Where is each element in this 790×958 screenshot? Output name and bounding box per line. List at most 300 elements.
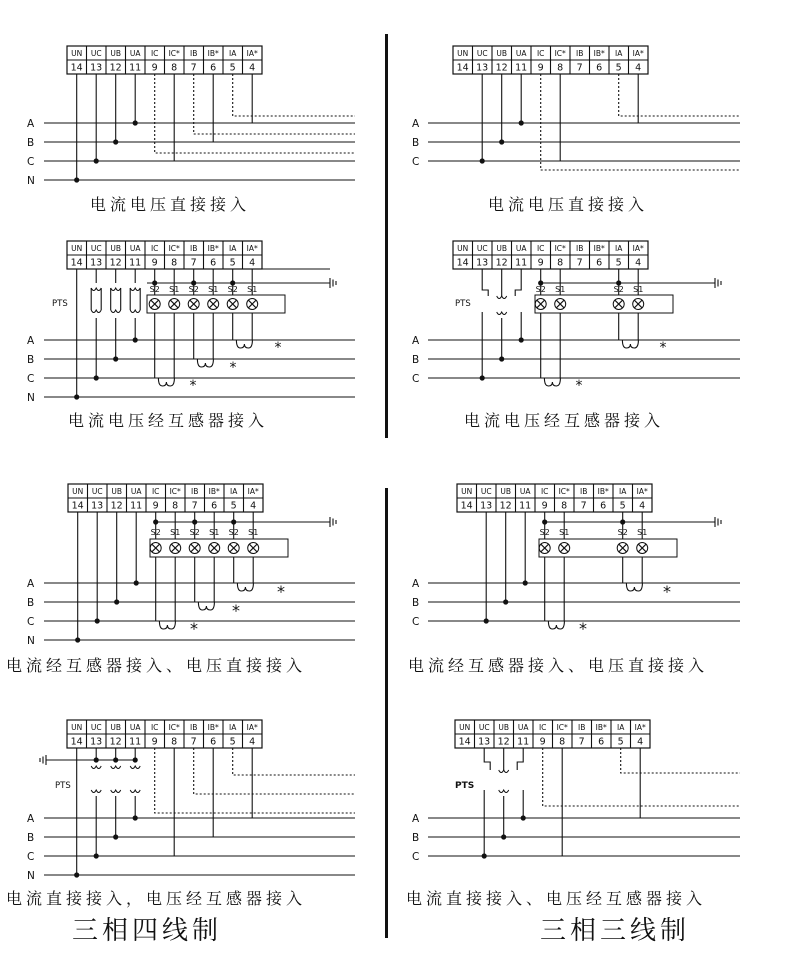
phase-label: N [27,635,35,647]
terminal-name-label: IB [576,49,584,58]
ct-terminal-s2: S2 [227,285,238,294]
terminal-number-label: 9 [152,500,159,512]
terminal-number-label: 5 [617,736,624,748]
terminal-name-label: UB [110,244,122,253]
terminal-name-label: UB [496,49,508,58]
wire [619,74,740,116]
phase-label: C [412,851,420,863]
terminal-name-label: IC* [168,723,180,732]
terminal-number-label: 5 [230,500,237,512]
terminal-number-label: 6 [598,736,605,748]
terminal-number-label: 5 [615,257,622,269]
ct-secondary-loop [626,583,642,591]
pt-winding [91,766,101,769]
terminal-number-label: 7 [576,257,583,269]
terminal-number-label: 4 [637,736,644,748]
pt-winding [111,310,121,313]
junction-dot [94,757,99,762]
terminal-number-label: 11 [519,500,532,512]
ct-terminal-s2: S2 [188,285,199,294]
terminal-name-label: UC [478,723,490,732]
junction-dot [74,177,79,182]
terminal-number-label: 5 [619,500,626,512]
phase-label: B [27,597,35,609]
terminal-number-label: 8 [557,257,564,269]
terminal-number-label: 14 [70,257,83,269]
terminal-name-label: UN [459,723,471,732]
terminal-number-label: 13 [478,736,491,748]
terminal-name-label: UA [129,49,141,58]
terminal-name-label: UB [496,244,508,253]
terminal-number-label: 4 [250,500,257,512]
junction-dot [114,599,119,604]
ct-secondary-loop [236,340,252,348]
terminal-number-label: 9 [151,736,158,748]
ct-terminal-s2: S2 [228,528,239,537]
pt-winding [111,288,121,291]
phase-label: B [412,832,420,844]
terminal-number-label: 4 [249,62,256,74]
junction-dot [74,872,79,877]
terminal-number-label: 8 [171,736,178,748]
phase-label: A [27,118,35,130]
caption-ct-3wire: 电流经互感器接入、电压直接接入 [408,656,709,675]
terminal-name-label: IB* [207,244,219,253]
terminal-number-label: 11 [515,62,528,74]
terminal-name-label: UN [461,487,473,496]
terminal-name-label: IB [190,244,198,253]
system-title-3wire: 三相三线制 [540,916,691,946]
junction-dot [95,618,100,623]
terminal-number-label: 7 [190,62,197,74]
phase-label: A [412,813,420,825]
terminal-number-label: 12 [495,62,508,74]
terminal-name-label: IA [229,244,237,253]
terminal-name-label: IA* [246,49,258,58]
terminal-number-label: 5 [229,257,236,269]
terminal-number-label: 14 [458,736,471,748]
terminal-name-label: UC [91,487,103,496]
wire [155,74,355,153]
junction-dot [75,637,80,642]
terminal-name-label: IB* [207,723,219,732]
junction-dot [133,337,138,342]
terminal-name-label: IA* [632,244,644,253]
terminal-number-label: 12 [497,736,510,748]
ct-secondary-loop [198,602,214,610]
phase-label: C [412,616,420,628]
terminal-name-label: UA [129,244,141,253]
terminal-name-label: IB [190,723,198,732]
wire [517,748,523,770]
ct-secondary-loop [237,583,253,591]
terminal-number-label: 12 [110,500,123,512]
ct-terminal-s1: S1 [248,528,259,537]
terminal-number-label: 9 [537,62,544,74]
caption-pt-4wire: 电流直接接入，电压经互感器接入 [6,889,307,908]
terminal-number-label: 9 [539,736,546,748]
terminal-number-label: 5 [229,736,236,748]
terminal-number-label: 11 [129,736,142,748]
pt-winding [130,766,140,769]
phase-label: B [27,137,35,149]
phase-label: C [27,851,35,863]
phase-label: A [412,335,420,347]
polarity-mark: * [663,582,671,601]
terminal-number-label: 4 [639,500,646,512]
terminal-number-label: 9 [151,62,158,74]
polarity-mark: * [277,582,285,601]
terminal-number-label: 7 [190,736,197,748]
pt-winding [497,312,507,315]
terminal-number-label: 9 [537,257,544,269]
terminal-number-label: 12 [109,62,122,74]
terminal-number-label: 7 [576,62,583,74]
ct-secondary-loop [159,621,175,629]
terminal-name-label: IC* [556,723,568,732]
terminal-name-label: IB* [595,723,607,732]
terminal-name-label: UB [111,487,123,496]
terminal-number-label: 14 [456,257,469,269]
phase-label: B [27,354,35,366]
ct-terminal-s2: S2 [613,285,624,294]
pt-winding [111,790,121,793]
polarity-mark: * [189,378,197,394]
terminal-name-label: IA [617,723,625,732]
caption-transformer-3wire: 电流电压经互感器接入 [464,411,665,430]
center-divider-top [385,34,388,438]
terminal-name-label: UA [130,487,142,496]
phase-label: N [27,870,35,882]
phase-label: N [27,392,35,404]
terminal-number-label: 9 [541,500,548,512]
terminal-name-label: IC [150,723,159,732]
junction-dot [499,356,504,361]
terminal-name-label: IC* [558,487,570,496]
terminal-name-label: IA [619,487,627,496]
ct-terminal-s1: S1 [633,285,644,294]
terminal-number-label: 13 [476,257,489,269]
center-divider-bottom [385,488,388,938]
terminal-name-label: IC [538,723,547,732]
terminal-number-label: 6 [600,500,607,512]
ct-secondary-loop [158,378,174,386]
junction-dot [501,834,506,839]
terminal-name-label: IB [578,723,586,732]
junction-dot [503,599,508,604]
terminal-number-label: 8 [171,62,178,74]
pt-winding [130,790,140,793]
terminal-number-label: 5 [615,62,622,74]
terminal-name-label: IC [536,49,545,58]
terminal-number-label: 14 [70,62,83,74]
terminal-number-label: 14 [460,500,473,512]
terminal-number-label: 8 [561,500,568,512]
terminal-name-label: UN [457,49,469,58]
terminal-name-label: IC [540,487,549,496]
caption-pt-3wire: 电流直接接入、电压经互感器接入 [406,889,707,908]
terminal-number-label: 7 [190,257,197,269]
junction-dot [521,815,526,820]
terminal-name-label: UC [90,723,102,732]
ct-terminal-s1: S1 [169,285,180,294]
terminal-name-label: UC [480,487,492,496]
terminal-number-label: 6 [210,736,217,748]
junction-dot [113,757,118,762]
terminal-name-label: UN [71,244,83,253]
pts-label: PTS [55,781,71,791]
terminal-number-label: 6 [210,257,217,269]
ct-terminal-s1: S1 [209,528,220,537]
terminal-name-label: IC [150,244,159,253]
terminal-name-label: UC [90,49,102,58]
phase-label: A [412,118,420,130]
terminal-name-label: IB [190,49,198,58]
terminal-number-label: 14 [70,736,83,748]
phase-label: C [412,373,420,385]
terminal-name-label: IC* [554,244,566,253]
terminal-number-label: 8 [171,257,178,269]
terminal-name-label: UA [515,49,527,58]
junction-dot [113,356,118,361]
terminal-number-label: 8 [172,500,179,512]
terminal-number-label: 12 [109,257,122,269]
terminal-number-label: 13 [90,257,103,269]
wire [233,748,355,775]
wire [194,74,355,134]
junction-dot [134,580,139,585]
polarity-mark: * [579,619,587,638]
terminal-name-label: IC [536,244,545,253]
terminal-name-label: IA* [634,723,646,732]
ct-terminal-s2: S2 [150,528,161,537]
ct-secondary-loop [197,359,213,367]
ct-terminal-s1: S1 [555,285,566,294]
terminal-number-label: 13 [480,500,493,512]
terminal-name-label: UN [457,244,469,253]
terminal-number-label: 4 [249,257,256,269]
terminal-number-label: 13 [91,500,104,512]
terminal-number-label: 7 [580,500,587,512]
caption-direct-4wire: 电流电压直接接入 [90,195,251,214]
polarity-mark: * [659,340,667,356]
wire [484,748,490,770]
terminal-number-label: 8 [557,62,564,74]
ct-terminal-s1: S1 [208,285,219,294]
terminal-name-label: IB* [207,49,219,58]
polarity-mark: * [232,601,240,620]
terminal-name-label: IC* [169,487,181,496]
phase-label: B [412,597,420,609]
terminal-name-label: IC* [168,244,180,253]
pt-winding [130,310,140,313]
terminal-number-label: 6 [211,500,218,512]
junction-dot [94,853,99,858]
wire [543,748,740,806]
pts-label: PTS [455,299,471,309]
junction-dot [74,394,79,399]
junction-dot [519,120,524,125]
pt-winding [497,296,507,299]
terminal-number-label: 12 [495,257,508,269]
phase-label: N [27,175,35,187]
system-title-4wire: 三相四线制 [72,916,223,946]
ct-secondary-loop [544,378,560,386]
pt-winding [91,288,101,291]
polarity-mark: * [274,340,282,356]
terminal-name-label: UA [515,244,527,253]
phase-label: C [27,373,35,385]
junction-dot [480,375,485,380]
caption-direct-3wire: 电流电压直接接入 [488,195,649,214]
phase-label: A [412,578,420,590]
terminal-number-label: 11 [130,500,143,512]
ct-terminal-s1: S1 [247,285,258,294]
terminal-name-label: IA* [246,244,258,253]
pts-label: PTS [52,299,68,309]
pt-winding [499,790,509,793]
terminal-name-label: UA [519,487,531,496]
pt-winding [91,790,101,793]
wire [621,748,740,773]
ct-terminal-s2: S2 [189,528,200,537]
ct-terminal-s2: S2 [617,528,628,537]
phase-label: A [27,813,35,825]
terminal-name-label: IA* [632,49,644,58]
terminal-number-label: 11 [129,62,142,74]
terminal-number-label: 8 [559,736,566,748]
terminal-name-label: UC [476,244,488,253]
terminal-number-label: 9 [151,257,158,269]
terminal-name-label: IB [191,487,199,496]
terminal-name-label: UN [72,487,84,496]
terminal-number-label: 14 [456,62,469,74]
terminal-name-label: UB [110,723,122,732]
terminal-name-label: UA [129,723,141,732]
polarity-mark: * [229,360,237,376]
terminal-name-label: UC [90,244,102,253]
junction-dot [519,337,524,342]
pt-winding [111,766,121,769]
ct-secondary-loop [622,340,638,348]
terminal-name-label: UC [476,49,488,58]
terminal-number-label: 4 [635,257,642,269]
ct-terminal-s2: S2 [539,528,550,537]
terminal-number-label: 7 [191,500,198,512]
wire [233,74,355,116]
terminal-name-label: UB [110,49,122,58]
wire [541,74,740,170]
terminal-name-label: UA [517,723,529,732]
terminal-number-label: 6 [596,257,603,269]
junction-dot [94,375,99,380]
wire [194,748,355,794]
terminal-name-label: IB [580,487,588,496]
terminal-name-label: UB [500,487,512,496]
junction-dot [482,853,487,858]
terminal-name-label: IA [615,49,623,58]
terminal-name-label: IB* [597,487,609,496]
polarity-mark: * [190,619,198,638]
terminal-name-label: IB [576,244,584,253]
terminal-number-label: 7 [578,736,585,748]
terminal-number-label: 5 [229,62,236,74]
ct-terminal-s1: S1 [559,528,570,537]
terminal-name-label: IA* [636,487,648,496]
junction-dot [113,834,118,839]
terminal-number-label: 14 [71,500,84,512]
terminal-name-label: IA* [246,723,258,732]
terminal-name-label: IA [615,244,623,253]
terminal-number-label: 13 [90,62,103,74]
polarity-mark: * [575,378,583,394]
phase-label: B [412,137,420,149]
phase-label: A [27,578,35,590]
wire [482,269,488,296]
terminal-number-label: 6 [210,62,217,74]
terminal-number-label: 11 [517,736,530,748]
terminal-name-label: IB* [208,487,220,496]
terminal-number-label: 12 [499,500,512,512]
terminal-name-label: IC [151,487,160,496]
junction-dot [133,757,138,762]
terminal-name-label: IB* [593,244,605,253]
phase-label: C [27,156,35,168]
terminal-number-label: 4 [249,736,256,748]
wire [515,269,521,296]
terminal-name-label: IC* [554,49,566,58]
terminal-name-label: IA [229,49,237,58]
terminal-name-label: UN [71,723,83,732]
junction-dot [499,139,504,144]
pts-label: PTS [455,781,475,791]
phase-label: A [27,335,35,347]
junction-dot [484,618,489,623]
terminal-name-label: IC [150,49,159,58]
junction-dot [94,158,99,163]
junction-dot [480,158,485,163]
terminal-name-label: IA* [247,487,259,496]
junction-dot [133,815,138,820]
ct-terminal-s2: S2 [535,285,546,294]
caption-transformer-4wire: 电流电压经互感器接入 [68,411,269,430]
junction-dot [113,139,118,144]
terminal-name-label: IA [230,487,238,496]
terminal-name-label: UN [71,49,83,58]
phase-label: B [412,354,420,366]
terminal-name-label: IC* [168,49,180,58]
pt-winding [130,288,140,291]
terminal-number-label: 11 [515,257,528,269]
pt-winding [91,310,101,313]
terminal-number-label: 13 [90,736,103,748]
terminal-number-label: 6 [596,62,603,74]
ct-terminal-s2: S2 [149,285,160,294]
caption-ct-4wire: 电流经互感器接入、电压直接接入 [6,656,307,675]
pt-winding [499,770,509,773]
ct-terminal-s1: S1 [170,528,181,537]
phase-label: B [27,832,35,844]
phase-label: C [27,616,35,628]
wire [155,748,355,813]
terminal-name-label: IA [229,723,237,732]
junction-dot [523,580,528,585]
terminal-name-label: UB [498,723,510,732]
junction-dot [133,120,138,125]
terminal-name-label: IB* [593,49,605,58]
ct-terminal-s1: S1 [637,528,648,537]
ct-secondary-loop [548,621,564,629]
